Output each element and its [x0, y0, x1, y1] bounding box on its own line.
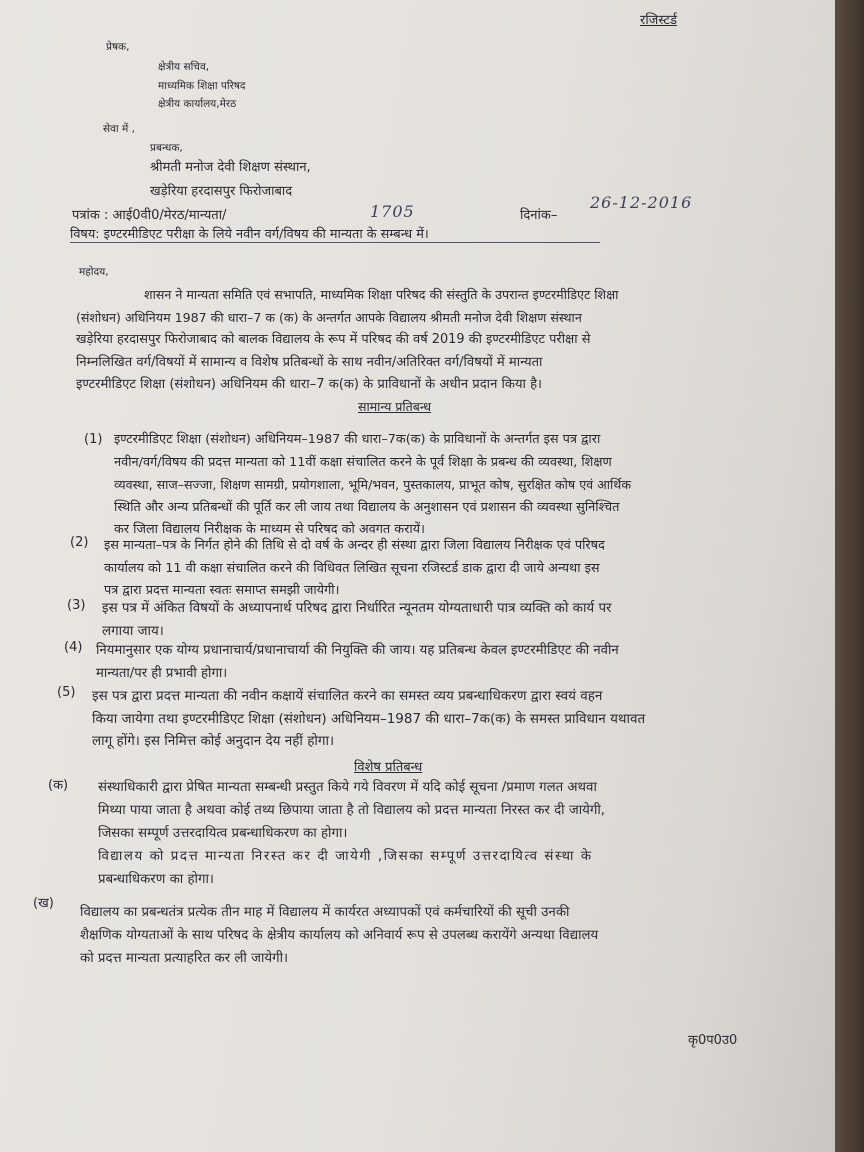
- intro-paragraph: [76, 284, 746, 397]
- subject-line: विषय: इण्टरमीडिएट परीक्षा के लिये नवीन वर्ग/विषय की मान्यता के सम्बन्ध में।: [70, 227, 429, 242]
- condition-line: नियमानुसार एक योग्य प्रधानाचार्य/प्रधानाचार्या की नियुक्ति की जाय। यह प्रतिबन्ध केवल इण्टरमीडिएट की नवीन: [96, 643, 619, 658]
- intro-line: (संशोधन) अधिनियम 1987 की धारा–7 क (क) के अन्तर्गत आपके विद्यालय श्रीमती मनोज देवी शिक्षण संस्थान: [76, 309, 582, 325]
- condition-line: मान्यता/पर ही प्रभावी होगा।: [96, 665, 228, 681]
- date-label: दिनांक–: [520, 208, 558, 223]
- condition-number: (क): [48, 778, 69, 793]
- condition-line: लगाया जाय।: [102, 623, 164, 639]
- recipient-line-3: खड़ेरिया हरदासपुर फिरोजाबाद: [150, 184, 293, 199]
- condition-number: (2): [70, 535, 89, 550]
- intro-line: शासन ने मान्यता समिति एवं सभापति, माध्यमिक शिक्षा परिषद की संस्तुति के उपरान्त इण्टरमीडिएट शिक्षा: [144, 287, 619, 302]
- condition-line: इस पत्र द्वारा प्रदत्त मान्यता की नवीन कक्षायें संचालित करने का समस्त व्यय प्रबन्धाधिकरण द्वारा स्वयं वहन: [92, 688, 603, 704]
- condition-line: प्रबन्धाधिकरण का होगा।: [98, 872, 214, 887]
- condition-line: किया जायेगा तथा इण्टरमीडिएट शिक्षा (संशोधन) अधिनियम–1987 की धारा–7क(क) के समस्त प्राविधान यथावत: [92, 710, 646, 727]
- special-condition-ka: [98, 776, 605, 891]
- condition-line: नवीन/वर्ग/विषय की प्रदत्त मान्यता को 11वीं कक्षा संचालित करने के पूर्व शिक्षा के प्रबन्ध की व्यवस्था, शिक्षण: [114, 454, 612, 470]
- background-surface: [835, 0, 864, 1152]
- intro-line: इण्टरमीडिएट शिक्षा (संशोधन) अधिनियम की धारा–7 क(क) के प्राविधानों के अधीन प्रदान किया है।: [76, 377, 543, 392]
- sender-line-3: क्षेत्रीय कार्यालय,मेरठ: [158, 98, 237, 110]
- condition-line: जिसका सम्पूर्ण उत्तरदायित्व प्रबन्धाधिकरण का होगा।: [98, 826, 348, 841]
- recipient-line-1: प्रबन्धक,: [150, 142, 183, 154]
- condition-line: शैक्षणिक योग्यताओं के साथ परिषद के क्षेत्रीय कार्यालय को अनिवार्य रूप से उपलब्ध करायेंगे अन्यथा विद्यालय: [80, 928, 599, 943]
- condition-number: (1): [84, 432, 103, 447]
- condition-number: (3): [67, 598, 86, 613]
- condition-line: विद्यालय का प्रबन्धतंत्र प्रत्येक तीन माह में विद्यालय में कार्यरत अध्यापकों एवं कर्मचारियों की सूची उनकी: [80, 905, 570, 920]
- intro-line: खड़ेरिया हरदासपुर फिरोजाबाद को बालक विद्यालय के रूप में परिषद की वर्ष 2019 की इण्टरमीडिएट परीक्षा से: [76, 332, 591, 347]
- date-handwritten: 26-12-2016: [590, 193, 693, 212]
- recipient-label: सेवा में ,: [103, 123, 135, 135]
- sender-line-2: माध्यमिक शिक्षा परिषद: [158, 80, 246, 92]
- condition-line: इस पत्र में अंकित विषयों के अध्यापनार्थ परिषद द्वारा निर्धारित न्यूनतम योग्यताधारी पात्र व्यक्ति को कार्य पर: [102, 601, 612, 616]
- special-condition-kha: [80, 901, 598, 970]
- condition-line: इस मान्यता–पत्र के निर्गत होने की तिथि से दो वर्ष के अन्दर ही संस्था द्वारा जिला विद्यालय निरीक्षक एवं परिषद: [104, 538, 605, 553]
- condition-line: लागू होंगे। इस निमित्त कोई अनुदान देय नहीं होगा।: [92, 733, 335, 749]
- please-turn-over: कृ0प0उ0: [688, 1033, 738, 1048]
- general-condition-2: [104, 535, 605, 603]
- reference-number-handwritten: 1705: [370, 202, 415, 221]
- condition-line: इण्टरमीडिएट शिक्षा (संशोधन) अधिनियम–1987 की धारा–7क(क) के प्राविधानों के अन्तर्गत इस पत्र द्वारा: [114, 432, 601, 447]
- intro-line: निम्नलिखित वर्ग/विषयों में सामान्य व विशेष प्रतिबन्धों के साथ नवीन/अतिरिक्त वर्ग/विषयों में मान्यता: [76, 354, 543, 370]
- general-condition-5: [92, 685, 645, 753]
- condition-number: (4): [64, 640, 83, 655]
- sender-label: प्रेषक,: [106, 41, 130, 53]
- special-conditions-heading: विशेष प्रतिबन्ध: [354, 760, 423, 775]
- reference-number-label: पत्रांक : आई0वी0/मेरठ/मान्यता/: [72, 208, 227, 223]
- condition-line: पत्र द्वारा प्रदत्त मान्यता स्वतः समाप्त समझी जायेगी।: [104, 583, 340, 598]
- condition-number: (ख): [33, 896, 54, 911]
- general-condition-4: [96, 640, 619, 685]
- recipient-line-2: श्रीमती मनोज देवी शिक्षण संस्थान,: [150, 160, 311, 175]
- sender-line-1: क्षेत्रीय सचिव,: [158, 61, 210, 73]
- condition-line: स्थिति और अन्य प्रतिबन्धों की पूर्ति कर ली जाय तथा विद्यालय के अनुशासन एवं प्रशासन की व्यवस्था सुनिश्चित: [114, 499, 620, 515]
- condition-line: कर जिला विद्यालय निरीक्षक के माध्यम से परिषद को अवगत करायें।: [114, 522, 425, 537]
- condition-number: (5): [57, 685, 76, 700]
- condition-line: संस्थाधिकारी द्वारा प्रेषित मान्यता सम्बन्धी प्रस्तुत किये गये विवरण में यदि कोई सूचना /प्रमाण गलत अथवा: [98, 780, 597, 795]
- general-conditions-heading: सामान्य प्रतिबन्ध: [358, 399, 432, 414]
- condition-line: विद्यालय को प्रदत्त मान्यता निरस्त कर दी जायेगी ,जिसका सम्पूर्ण उत्तरदायित्व संस्था के: [98, 849, 593, 864]
- condition-line: मिथ्या पाया जाता है अथवा कोई तथ्य छिपाया जाता है तो विद्यालय को प्रदत्त मान्यता निरस्त कर दी जायेगी,: [98, 803, 606, 818]
- registered-stamp: रजिस्टर्ड: [640, 13, 677, 28]
- general-condition-1: [114, 429, 631, 542]
- salutation: महोदय,: [79, 266, 109, 278]
- subject-rule: [70, 242, 600, 243]
- condition-line: को प्रदत्त मान्यता प्रत्याहरित कर ली जायेगी।: [80, 951, 289, 966]
- condition-line: व्यवस्था, साज–सज्जा, शिक्षण सामग्री, प्रयोगशाला, भूमि/भवन, पुस्तकालय, प्राभूत कोष, सुरक्षित कोष एवं आर्थिक: [114, 477, 632, 492]
- general-condition-3: [102, 598, 612, 643]
- condition-line: कार्यालय को 11 वी कक्षा संचालित करने की विधिवत लिखित सूचना रजिस्टर्ड डाक द्वारा दी जाये अन्यथा इस: [104, 560, 600, 576]
